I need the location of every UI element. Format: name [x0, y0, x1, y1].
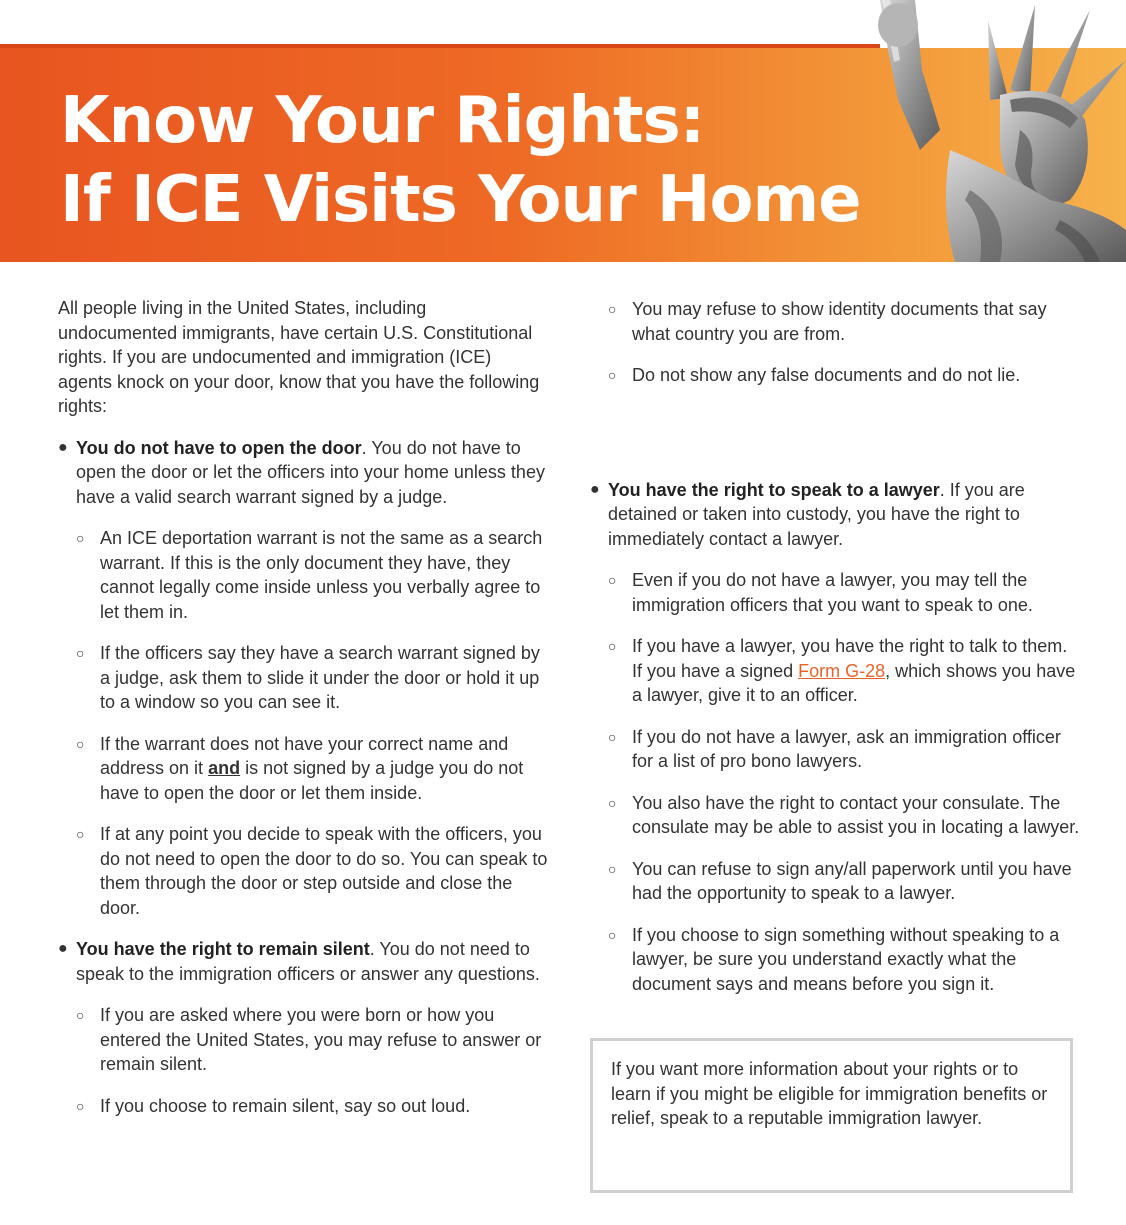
list-item [590, 634, 1080, 708]
bullet-text: . If you are detained or taken into custody, you have the right to immediately contact a lawyer. [608, 479, 1025, 549]
emphasis-and: and [208, 758, 241, 778]
bullet-circle-icon: ○ [608, 638, 617, 654]
list-item [590, 478, 1080, 552]
list-item [58, 526, 548, 624]
sub-item-text: is not signed by a judge you do not have to open the door or let them inside. [100, 758, 524, 803]
sub-item-text: If you choose to sign something without speaking to a lawyer, be sure you understand exactly what the document says and means before you sign it. [632, 924, 1060, 994]
bullet-heading: You do not have to open the door [76, 437, 362, 458]
sub-item-text: If you choose to remain silent, say so out loud. [100, 1095, 471, 1116]
sub-item-text: If at any point you decide to speak with the officers, you do not need to open the door to do so. You can speak to them through the door or step outside and close the door. [100, 824, 548, 918]
sub-item-text: If you do not have a lawyer, ask an immigration officer for a list of pro bono lawyers. [632, 726, 1061, 771]
list-item [58, 1094, 548, 1119]
statue-of-liberty-image [860, 0, 1126, 262]
bullet-heading: You have the right to remain silent [76, 939, 370, 959]
list-item [58, 732, 548, 806]
left-column [58, 296, 548, 1135]
list-item [58, 641, 548, 715]
list-item [590, 363, 1080, 388]
intro-paragraph: All people living in the United States, including undocumented immigrants, have certain U.S. Constitutional rights. If you are undocumented and immigration (ICE) agents knock on your door, know that you have the following rights: [58, 298, 540, 416]
sub-item-text: An ICE deportation warrant is not the same as a search warrant. If this is the only document they have, they cannot legally come inside unless you verbally agree to let them in. [100, 528, 543, 622]
bullet-heading: You have the right to speak to a lawyer [608, 479, 940, 500]
bullet-circle-icon: ○ [76, 1007, 85, 1023]
bullet-circle-icon: ○ [76, 735, 85, 752]
list-item [590, 297, 1080, 346]
title-line-2: If ICE Visits Your Home [60, 163, 861, 237]
sub-item-text: , which shows you have a lawyer, give it to an officer. [632, 660, 1076, 705]
bullet-circle-icon: ○ [76, 1097, 85, 1114]
list-item [58, 937, 548, 986]
bullet-circle-icon: ○ [608, 301, 617, 317]
bullet-circle-icon: ○ [608, 572, 617, 588]
bullet-dot-icon: ● [58, 940, 68, 957]
sub-item-text: If the warrant does not have your correct name and address on it [100, 733, 509, 778]
sub-item-text: You can refuse to sign any/all paperwork until you have had the opportunity to speak to a lawyer. [632, 858, 1072, 903]
list-item [58, 822, 548, 920]
info-box [590, 1038, 1073, 1193]
list-item [590, 568, 1080, 617]
list-item [58, 1003, 548, 1077]
bullet-circle-icon: ○ [608, 926, 617, 943]
sub-item-text: You also have the right to contact your consulate. The consulate may be able to assist you in locating a lawyer. [632, 792, 1080, 837]
list-item [590, 791, 1080, 840]
title-line-1: Know Your Rights: [60, 84, 705, 158]
sub-item-text: If you are asked where you were born or how you entered the United States, you may refuse to answer or remain silent. [100, 1005, 542, 1074]
list-item [590, 857, 1080, 906]
list-item [58, 436, 548, 510]
page-title [60, 82, 861, 240]
bullet-circle-icon: ○ [608, 860, 617, 877]
bullet-dot-icon: ● [590, 480, 600, 498]
bullet-dot-icon: ● [58, 438, 68, 456]
bullet-circle-icon: ○ [608, 794, 617, 811]
bullet-circle-icon: ○ [76, 645, 85, 661]
sub-item-text: You may refuse to show identity documents that say what country you are from. [632, 299, 1047, 344]
right-column [590, 297, 1080, 1013]
sub-item-text: Do not show any false documents and do not lie. [632, 365, 1021, 385]
bullet-circle-icon: ○ [608, 367, 617, 383]
bullet-circle-icon: ○ [76, 826, 85, 842]
sub-item-text: Even if you do not have a lawyer, you may tell the immigration officers that you want to speak to one. [632, 570, 1033, 615]
bullet-text: . You do not have to open the door or let the officers into your home unless they have a valid search warrant signed by a judge. [76, 437, 545, 507]
form-g28-link[interactable]: Form G-28 [798, 660, 886, 681]
sub-item-text: If the officers say they have a search warrant signed by a judge, ask them to slide it under the door or hold it up to a window so you can see it. [100, 643, 540, 712]
bullet-circle-icon: ○ [76, 530, 85, 546]
list-item [590, 923, 1080, 997]
info-box-text: If you want more information about your rights or to learn if you might be eligible for immigration benefits or relief, speak to a reputable immigration lawyer. [611, 1059, 1048, 1128]
list-item [590, 725, 1080, 774]
sub-item-text: If you have a lawyer, you have the right to talk to them. If you have a signed [632, 636, 1068, 681]
bullet-circle-icon: ○ [608, 728, 617, 745]
bullet-text: . You do not need to speak to the immigration officers or answer any questions. [76, 939, 540, 984]
